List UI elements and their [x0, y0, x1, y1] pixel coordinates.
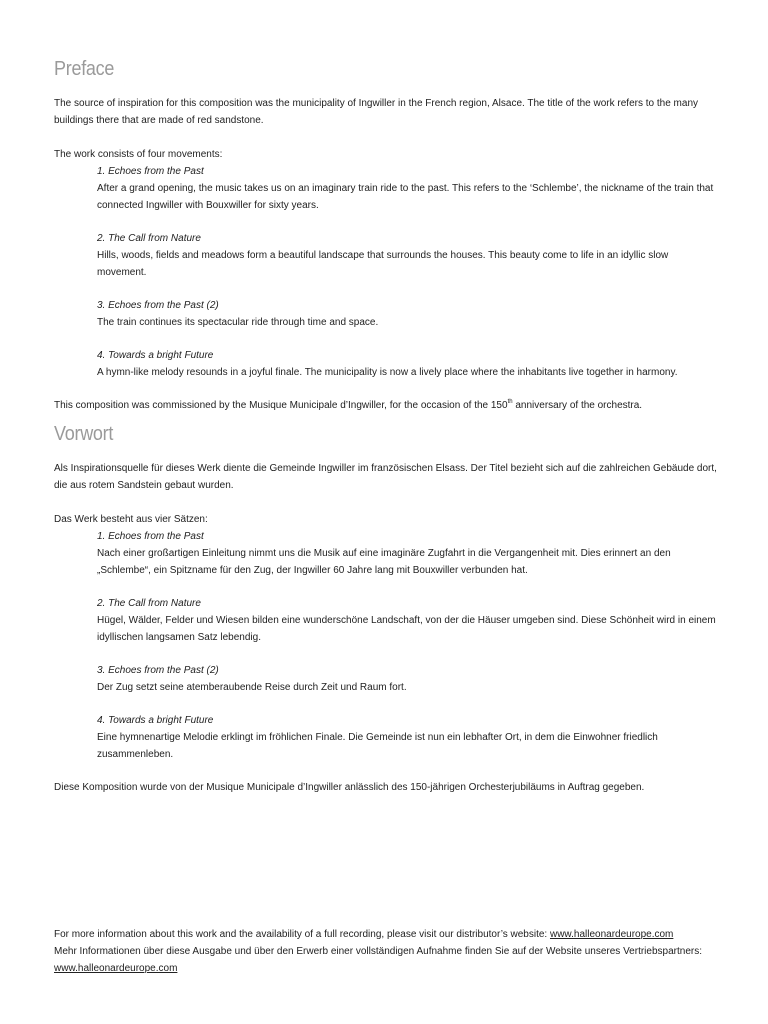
- movement-item: [97, 712, 718, 763]
- movement-title: 1. Echoes from the Past: [97, 531, 204, 542]
- footer: [54, 926, 718, 977]
- distributor-link-german[interactable]: www.halleonardeurope.com: [54, 963, 178, 974]
- movement-title: 4. Towards a bright Future: [97, 715, 214, 726]
- distributor-link[interactable]: www.halleonardeurope.com: [549, 929, 674, 940]
- vorwort-movements-list: [97, 528, 718, 763]
- preface-movements-list: [97, 163, 718, 381]
- movement-title: 2. The Call from Nature: [97, 233, 201, 244]
- movement-item: [97, 230, 718, 281]
- movement-text: Hills, woods, fields and meadows form a beautiful landscape that surrounds the houses. This beauty come to life in an idyllic slow movement.: [97, 250, 669, 278]
- movement-title: 4. Towards a bright Future: [97, 350, 214, 361]
- movement-item: [97, 662, 718, 696]
- preface-heading: Preface: [54, 58, 115, 80]
- movement-item: [97, 528, 718, 579]
- vorwort-movements-intro: Das Werk besteht aus vier Sätzen:: [54, 514, 208, 525]
- movement-item: [97, 347, 718, 381]
- movement-item: [97, 163, 718, 214]
- preface-closing-end: anniversary of the orchestra.: [512, 400, 643, 411]
- movement-item: [97, 297, 718, 331]
- ordinal-suffix: th: [507, 399, 513, 405]
- footer-line-english: [54, 926, 718, 943]
- footer-text-german: Mehr Informationen über diese Ausgabe und über den Erwerb einer vollständigen Aufnahme finden Sie auf der Website unseres Vertriebspartners:: [54, 946, 702, 957]
- footer-text-english: For more information about this work and the availability of a full recording, please visit our distributor’s website:: [54, 929, 550, 940]
- movement-title: 3. Echoes from the Past (2): [97, 300, 219, 311]
- movement-text: After a grand opening, the music takes us on an imaginary train ride to the past. This refers to the ‘Schlembe’, the nickname of the train that connected Ingwiller with Bouxwiller for sixty years.: [97, 183, 714, 211]
- movement-text: A hymn-like melody resounds in a joyful finale. The municipality is now a lively place where the inhabitants live together in harmony.: [97, 367, 678, 378]
- vorwort-intro: Als Inspirationsquelle für dieses Werk diente die Gemeinde Ingwiller im französischen Elsass. Der Titel bezieht sich auf die zahlreichen Gebäude dort, die aus rotem Sandstein gebaut wurden.: [54, 463, 717, 491]
- movement-item: [97, 595, 718, 646]
- preface-closing: [54, 397, 718, 414]
- movement-text: Eine hymnenartige Melodie erklingt im fröhlichen Finale. Die Gemeinde ist nun ein lebhafter Ort, in dem die Einwohner friedlich zusammenleben.: [97, 732, 658, 760]
- movement-title: 1. Echoes from the Past: [97, 166, 204, 177]
- preface-section: [54, 57, 718, 414]
- movement-text: Der Zug setzt seine atemberaubende Reise durch Zeit und Raum fort.: [97, 682, 407, 693]
- preface-intro: The source of inspiration for this composition was the municipality of Ingwiller in the French region, Alsace. The title of the work refers to the many buildings there that are made of red sandstone.: [54, 98, 699, 126]
- movement-title: 2. The Call from Nature: [97, 598, 201, 609]
- vorwort-heading: Vorwort: [54, 423, 114, 445]
- preface-closing-start: This composition was commissioned by the Musique Municipale d’Ingwiller, for the occasion of the 150: [54, 400, 508, 411]
- vorwort-closing: Diese Komposition wurde von der Musique Municipale d’Ingwiller anlässlich des 150-jährigen Orchesterjubiläums in Auftrag gegeben.: [54, 782, 645, 793]
- movement-text: Nach einer großartigen Einleitung nimmt uns die Musik auf eine imaginäre Zugfahrt in die Vergangenheit mit. Dies erinnert an den „Schlembe“, ein Spitzname für den Zug, der Ingwiller 60 Jahre lang mit Bouxwiller verbunden hat.: [97, 548, 671, 576]
- vorwort-section: [54, 422, 718, 796]
- movement-text: The train continues its spectacular ride through time and space.: [97, 317, 379, 328]
- preface-movements-intro: The work consists of four movements:: [54, 149, 223, 160]
- movement-title: 3. Echoes from the Past (2): [97, 665, 219, 676]
- movement-text: Hügel, Wälder, Felder und Wiesen bilden eine wunderschöne Landschaft, von der die Häuser umgeben sind. Diese Schönheit wird in einem idyllischen langsamen Satz lebendig.: [97, 615, 716, 643]
